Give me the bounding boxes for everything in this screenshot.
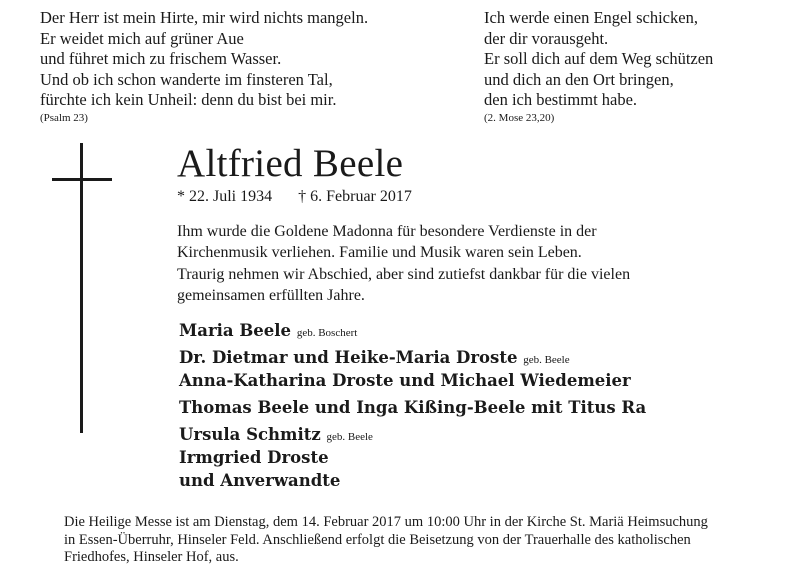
service-notice-line: Die Heilige Messe ist am Dienstag, dem 14. Februar 2017 um 10:00 Uhr in der Kirche St. Mariä Heimsuchung <box>64 514 708 530</box>
mourner-entry <box>179 447 329 468</box>
service-notice <box>64 514 708 567</box>
birth-date: * 22. Juli 1934 <box>177 188 273 205</box>
mourner-maiden-name: geb. Boschert <box>296 327 358 339</box>
mourner-name: Maria Beele <box>179 321 292 340</box>
verse-right-line: der dir vorausgeht. <box>484 28 609 48</box>
service-notice-line: in Essen-Überruhr, Hinseler Feld. Anschließend erfolgt die Beisetzung von der Trauerhalle des katholischen <box>64 531 691 548</box>
mourner-name: Dr. Dietmar und Heike-Maria Droste <box>179 348 518 367</box>
tribute-line: Kirchenmusik verliehen. Familie und Musik waren sein Leben. <box>177 243 582 261</box>
farewell-line: Traurig nehmen wir Abschied, aber sind zutiefst dankbar für die vielen <box>177 266 631 283</box>
verse-right-line: den ich bestimmt habe. <box>484 90 638 109</box>
mourner-maiden-name: geb. Beele <box>326 431 373 443</box>
mourner-name: Thomas Beele und Inga Kißing-Beele mit Titus Ra <box>179 398 647 417</box>
verse-left-line: fürchte ich kein Unheil: denn du bist bei mir. <box>40 90 337 109</box>
verse-left-line: Er weidet mich auf grüner Aue <box>40 28 244 48</box>
mourner-name: Ursula Schmitz <box>179 425 321 444</box>
verse-right <box>484 8 713 111</box>
mourner-entry <box>179 424 373 448</box>
farewell-text <box>177 265 630 306</box>
mourner-entry <box>179 320 357 344</box>
verse-right-line: und dich an den Ort bringen, <box>484 69 674 89</box>
mourner-entry <box>179 347 570 371</box>
life-dates <box>177 187 412 207</box>
verse-right-line: Er soll dich auf dem Weg schützen <box>484 49 714 68</box>
cross-horizontal-bar <box>52 178 112 181</box>
farewell-line: gemeinsamen erfüllten Jahre. <box>177 286 365 304</box>
cross-vertical-bar <box>80 143 83 433</box>
verse-left-line: Der Herr ist mein Hirte, mir wird nichts mangeln. <box>40 8 369 27</box>
mourner-name: Anna-Katharina Droste und Michael Wiedemeier <box>179 371 631 390</box>
service-notice-line: Friedhofes, Hinseler Hof, aus. <box>64 549 239 565</box>
tribute-line: Ihm wurde die Goldene Madonna für besondere Verdienste in der <box>177 223 597 240</box>
mourner-maiden-name: geb. Beele <box>523 354 570 366</box>
mourner-name: und Anverwandte <box>179 471 341 490</box>
verse-right-line: Ich werde einen Engel schicken, <box>484 8 698 27</box>
verse-left-reference: (Psalm 23) <box>40 112 88 124</box>
death-date: † 6. Februar 2017 <box>298 188 412 205</box>
mourner-name: Irmgried Droste <box>179 448 329 467</box>
verse-left-line: und führet mich zu frischem Wasser. <box>40 49 282 68</box>
mourner-entry <box>179 397 646 418</box>
deceased-name: Altfried Beele <box>177 142 404 185</box>
tribute-text <box>177 222 597 263</box>
mourner-entry <box>179 470 340 491</box>
verse-right-reference: (2. Mose 23,20) <box>484 112 555 124</box>
mourner-entry <box>179 370 631 391</box>
verse-left <box>40 8 368 111</box>
verse-left-line: Und ob ich schon wanderte im finsteren Tal, <box>40 69 333 89</box>
